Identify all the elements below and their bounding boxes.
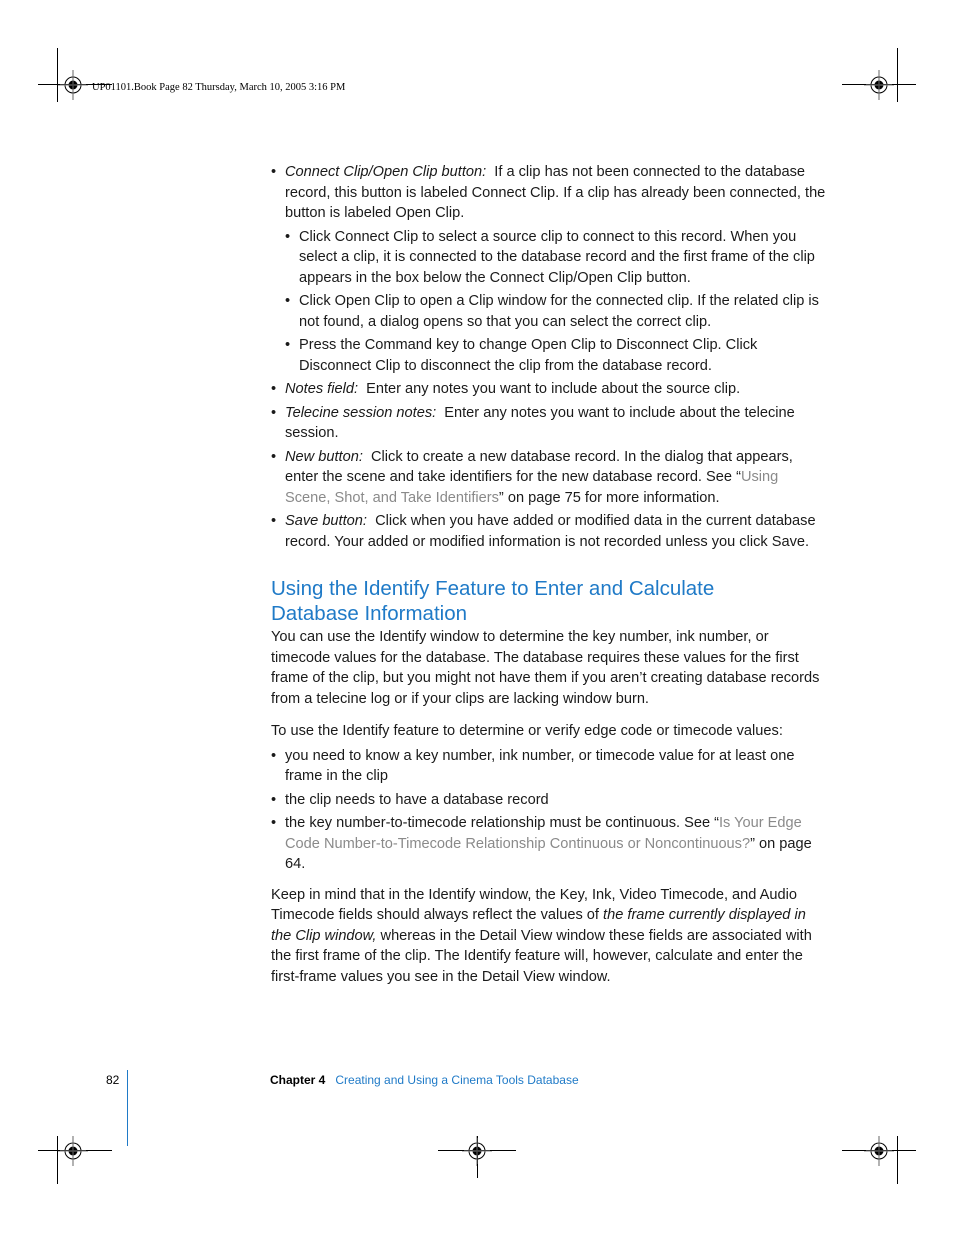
item-text: ” on page 75 for more information.: [498, 489, 720, 506]
paragraph: [271, 885, 827, 988]
list-item: • the clip needs to have a database record: [271, 790, 827, 811]
sub-list-item: • Click Open Clip to open a Clip window for the connected clip. If the related clip is not found, a dialog opens so that you can select the correct clip.: [285, 291, 827, 332]
running-footer: [270, 1073, 579, 1087]
registration-mark-icon: [58, 1136, 88, 1166]
paragraph-text: whereas in the Detail View window these fields are associated with the first frame of the clip. The Identify feature will, however, calculate and enter the first-frame values you see in the Detail View window.: [271, 927, 812, 985]
item-term: Notes field:: [285, 381, 359, 397]
list-item: [271, 813, 827, 875]
sub-list-item: • Click Connect Clip to select a source clip to connect to this record. When you select a clip, it is connected to the database record and the first frame of the clip appears in the box below the Connect Clip/Open Clip button.: [285, 227, 827, 289]
item-term: New button:: [285, 448, 363, 465]
paragraph-text: Keep in mind that in the Identify window, the Key, Ink, Video Timecode, and Audio Timecode fields should always reflect the values of: [271, 886, 797, 923]
chapter-title: Creating and Using a Cinema Tools Database: [335, 1073, 579, 1087]
page-body: [271, 162, 827, 999]
registration-mark-icon: [462, 1136, 492, 1166]
paragraph: You can use the Identify window to determine the key number, ink number, or timecode values for the database. The database requires these values for the first frame of the clip, but you might not have them if you aren’t creating database records from a telecine log or if your clips are lacking window burn.: [271, 629, 820, 707]
paragraph: To use the Identify feature to determine or verify edge code or timecode values:: [271, 723, 783, 739]
item-text: Click to create a new database record. In the dialog that appears, enter the scene and take identifiers for the new database record. See “: [285, 448, 793, 485]
crop-mark: [897, 1136, 898, 1184]
section-heading-line: Database Information: [271, 602, 468, 625]
cross-reference-link[interactable]: Using Scene, Shot, and Take Identifiers: [285, 469, 779, 506]
chapter-label: Chapter 4: [270, 1073, 326, 1087]
list-item: [271, 511, 827, 552]
list-item: • you need to know a key number, ink number, or timecode value for at least one frame in the clip: [271, 746, 827, 787]
registration-mark-icon: [864, 1136, 894, 1166]
crop-mark: [897, 48, 898, 102]
item-term: Telecine session notes:: [285, 404, 437, 421]
item-text: Click when you have added or modified data in the current database record. Your added or modified information is not recorded unless you click Save.: [285, 513, 816, 550]
cross-reference-link[interactable]: Is Your Edge Code Number-to-Timecode Relationship Continuous or Noncontinuous?: [285, 815, 802, 852]
item-text: ” on page 64.: [285, 835, 812, 872]
sub-list-item: • Press the Command key to change Open Clip to Disconnect Clip. Click Disconnect Clip to disconnect the clip from the database record.: [285, 335, 827, 376]
item-text: Enter any notes you want to include about the telecine session.: [285, 404, 795, 441]
item-text: Enter any notes you want to include about the source clip.: [366, 381, 741, 397]
section-heading-line: Using the Identify Feature to Enter and Calculate: [271, 577, 715, 600]
paragraph-emphasis: the frame currently displayed in the Clip window,: [271, 907, 806, 944]
list-item: [271, 403, 827, 444]
page-number: 82: [106, 1073, 120, 1087]
item-text: the key number-to-timecode relationship must be continuous. See “: [285, 815, 719, 831]
item-term: Save button:: [285, 513, 367, 529]
section-heading: [271, 576, 827, 626]
item-text: If a clip has not been connected to the database record, this button is labeled Connect Clip. If a clip has already been connected, the button is labeled Open Clip.: [285, 164, 826, 221]
registration-mark-icon: [864, 70, 894, 100]
item-term: Connect Clip/Open Clip button:: [285, 164, 487, 180]
list-item: [271, 447, 827, 509]
list-item: [271, 379, 827, 400]
print-slug: UP01101.Book Page 82 Thursday, March 10, 2005 3:16 PM: [92, 82, 346, 93]
footer-rule: [127, 1070, 128, 1146]
registration-mark-icon: [58, 70, 88, 100]
list-item: [271, 162, 827, 224]
